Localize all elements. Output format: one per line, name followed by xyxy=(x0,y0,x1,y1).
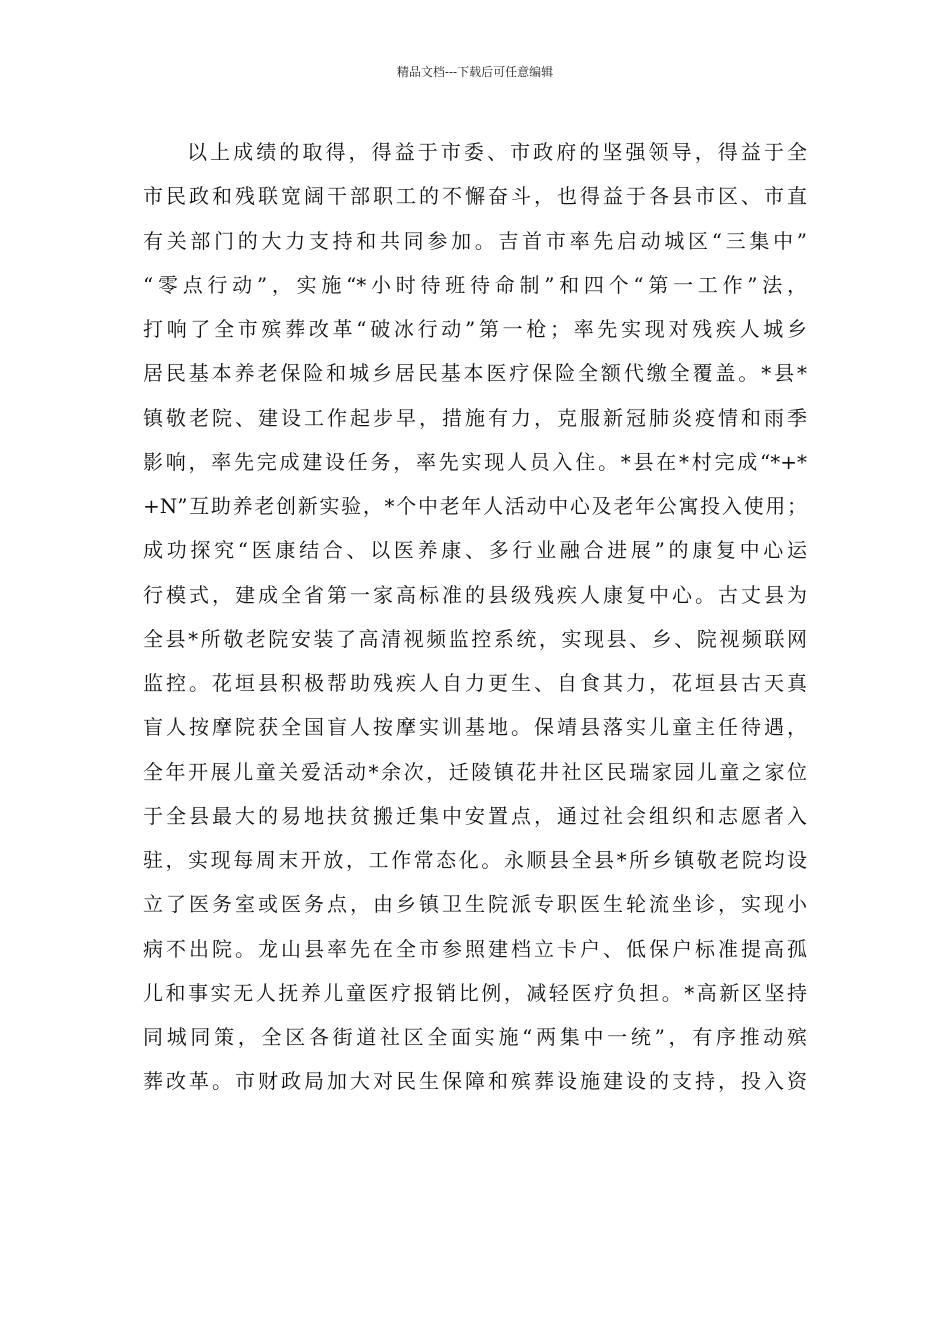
text-line: 葬改革。市财政局加大对民生保障和殡葬设施建设的支持，投入资 xyxy=(143,1069,807,1094)
text-line: 病不出院。龙山县率先在全市参照建档立卡户、低保户标准提高孤 xyxy=(143,936,807,961)
text-line: 儿和事实无人抚养儿童医疗报销比例，减轻医疗负担。*高新区坚持 xyxy=(143,980,807,1005)
body-text xyxy=(143,130,807,1104)
text-line: 立了医务室或医务点，由乡镇卫生院派专职医生轮流坐诊，实现小 xyxy=(143,892,807,917)
text-line: “零点行动”，实施“*小时待班待命制”和四个“第一工作”法， xyxy=(143,272,807,297)
text-line: 监控。花垣县积极帮助残疾人自力更生、自食其力，花垣县古天真 xyxy=(143,671,807,695)
text-line: 于全县最大的易地扶贫搬迁集中安置点，通过社会组织和志愿者入 xyxy=(143,803,807,828)
text-line: 以上成绩的取得，得益于市委、市政府的坚强领导，得益于全 xyxy=(187,140,807,164)
text-line: 同城同策，全区各街道社区全面实施“两集中一统”，有序推动殡 xyxy=(143,1025,807,1049)
text-line: 镇敬老院、建设工作起步早，措施有力，克服新冠肺炎疫情和雨季 xyxy=(143,405,807,430)
text-line: 影响，率先完成建设任务，率先实现人员入住。*县在*村完成“*+* xyxy=(143,449,807,474)
text-line: +N”互助养老创新实验，*个中老年人活动中心及老年公寓投入使用； xyxy=(143,494,807,518)
page-header: 精品文档---下载后可任意编辑 xyxy=(396,65,554,79)
text-line: 全县*所敬老院安装了高清视频监控系统，实现县、乡、院视频联网 xyxy=(143,626,807,651)
text-line: 市民政和残联宽阔干部职工的不懈奋斗，也得益于各县市区、市直 xyxy=(143,184,807,209)
text-line: 成功探究“医康结合、以医养康、多行业融合进展”的康复中心运 xyxy=(143,538,807,563)
text-line: 打响了全市殡葬改革“破冰行动”第一枪；率先实现对残疾人城乡 xyxy=(143,317,807,341)
text-line: 驻，实现每周末开放，工作常态化。永顺县全县*所乡镇敬老院均设 xyxy=(143,848,807,872)
text-line: 居民基本养老保险和城乡居民基本医疗保险全额代缴全覆盖。*县* xyxy=(143,361,807,386)
text-line: 有关部门的大力支持和共同参加。吉首市率先启动城区“三集中” xyxy=(143,228,807,253)
text-line: 全年开展儿童关爱活动*余次，迁陵镇花井社区民瑞家园儿童之家位 xyxy=(143,759,807,784)
text-line: 行模式，建成全省第一家高标准的县级残疾人康复中心。古丈县为 xyxy=(143,582,807,607)
text-line: 盲人按摩院获全国盲人按摩实训基地。保靖县落实儿童主任待遇， xyxy=(143,715,807,740)
